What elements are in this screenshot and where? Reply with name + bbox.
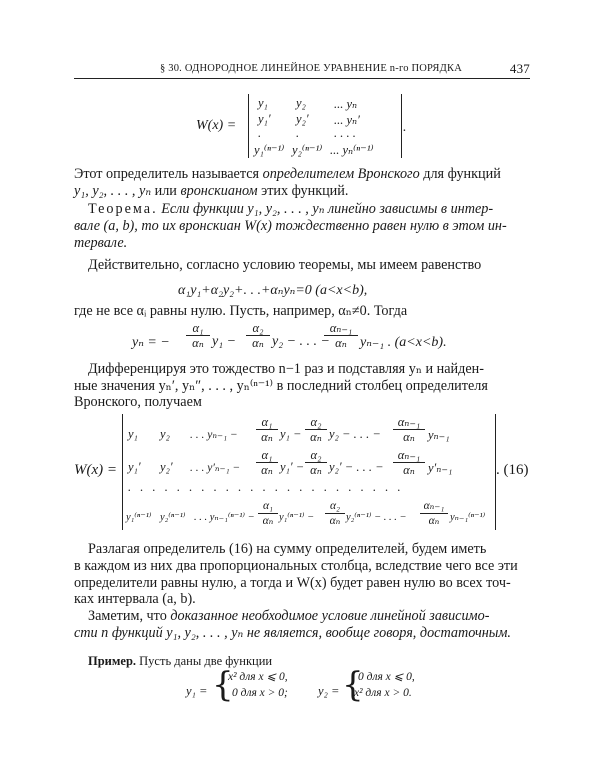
y2-case2: x² для x > 0. <box>354 687 412 699</box>
text: для функций <box>419 166 501 182</box>
eq2-term: yₙ₋₁ . (a<x<b). <box>360 335 447 350</box>
denominator: αₙ <box>261 463 273 477</box>
numerator: αₙ₋₁ <box>393 448 425 463</box>
text: Заметим, что <box>88 608 171 624</box>
y1-label: y₁ = <box>186 684 208 698</box>
numerator: α₁ <box>186 321 210 336</box>
numerator: α₂ <box>305 448 327 463</box>
det1-cell: y₂⁽ⁿ⁻¹⁾ <box>292 143 323 157</box>
text: или <box>151 183 181 199</box>
paragraph-expand-line3: определители равны нулю, а тогда и W(x) будет равен нулю во всех точ- <box>74 575 511 591</box>
denominator: αₙ <box>310 430 322 444</box>
theorem-line3: тервале. <box>74 235 128 251</box>
det2-cell: y₁′ <box>128 460 141 474</box>
det2-cell: y′ₙ₋₁ <box>428 461 453 475</box>
example-label: Пример. <box>88 654 137 668</box>
paragraph-diff-line3: Вронского, получаем <box>74 394 202 410</box>
det1-cell: y₁′ <box>258 112 271 126</box>
denominator: αₙ <box>252 336 264 350</box>
numerator: α₂ <box>325 499 345 514</box>
paragraph-diff-line1: Дифференцируя это тождество n−1 раз и подставляя yₙ и найден- <box>88 361 484 377</box>
fraction <box>258 499 278 528</box>
det2-cell: . . . yₙ₋₁ − <box>190 429 238 441</box>
numerator: α₁ <box>258 499 278 514</box>
denominator: αₙ <box>403 430 415 444</box>
det2-cell: y₂ <box>160 427 170 441</box>
denominator: αₙ <box>310 463 322 477</box>
fraction <box>246 321 270 350</box>
det1-cell: . <box>258 126 262 140</box>
det1-cell: y₁⁽ⁿ⁻¹⁾ <box>254 143 285 157</box>
det2-cell: y₁ <box>128 427 138 441</box>
fraction <box>186 321 210 350</box>
fraction <box>420 499 448 528</box>
det1-cell: ... yₙ <box>334 97 358 111</box>
paragraph-expand-line1: Разлагая определитель (16) на сумму определителей, будем иметь <box>88 541 487 557</box>
y1-case2: 0 для x > 0; <box>232 687 288 699</box>
theorem-line2: вале (a, b), то их вронскиан W(x) тождественно равен нулю в этом ин- <box>74 218 507 234</box>
running-header <box>74 62 530 79</box>
denominator: αₙ <box>403 463 415 477</box>
numerator: α₁ <box>256 415 278 430</box>
denominator: αₙ <box>192 336 204 350</box>
left-brace: { <box>212 665 234 705</box>
det2-lhs: W(x) = <box>74 462 118 478</box>
det2-cell: y₁⁽ⁿ⁻¹⁾ <box>126 512 152 523</box>
det2-dots: . . . . . . . . . . . . . . . . . . . . . . . <box>128 480 404 494</box>
fraction <box>393 415 425 444</box>
y2-case1: 0 для x ⩽ 0, <box>358 671 415 683</box>
det2-cell: y₁ − <box>280 427 302 441</box>
det1-cell: y₁ <box>258 96 268 110</box>
det2-cell: . . . yₙ₋₁⁽ⁿ⁻¹⁾ − <box>194 512 255 523</box>
numerator: α₁ <box>256 448 278 463</box>
det1-cell: ... yₙ′ <box>334 113 360 127</box>
denominator: αₙ <box>329 515 341 527</box>
paragraph-expand-line4: ках интервала (a, b). <box>74 591 196 607</box>
denominator: αₙ <box>428 515 440 527</box>
det2-cell: y₁′ − <box>280 460 305 474</box>
theorem-line1 <box>88 201 493 218</box>
proof-intro: Действительно, согласно условию теоремы, мы имеем равенство <box>88 257 482 273</box>
det1-cell: y₂ <box>296 96 306 110</box>
text: Этот определитель называется <box>74 166 263 182</box>
det1-end: . <box>403 120 407 135</box>
equation-linear-dependence: α₁y₁+α₂y₂+. . .+αₙyₙ=0 (a<x<b), <box>178 283 368 298</box>
fraction <box>324 321 358 350</box>
term-wronsky-determinant: определителем Вронского <box>262 166 420 182</box>
y1-case1: x² для x ⩽ 0, <box>228 671 288 683</box>
det2-cell: y₂′ − . . . − <box>329 460 384 474</box>
fraction <box>393 448 425 477</box>
fraction <box>305 415 327 444</box>
y2-label: y₂ = <box>318 684 340 698</box>
numerator: αₙ₋₁ <box>393 415 425 430</box>
numerator: αₙ₋₁ <box>324 321 358 336</box>
det2-cell: . . . y′ₙ₋₁ − <box>190 462 241 474</box>
numerator: α₂ <box>305 415 327 430</box>
eq2-lhs: yₙ = − <box>132 335 170 350</box>
left-brace: { <box>342 665 364 705</box>
det1-cell: . <box>296 126 300 140</box>
page-number: 437 <box>509 61 530 76</box>
fraction <box>325 499 345 528</box>
paragraph-alpha: где не все αᵢ равны нулю. Пусть, например, αₙ≠0. Тогда <box>74 303 408 319</box>
det2-cell: y₁⁽ⁿ⁻¹⁾ − <box>279 512 315 523</box>
paragraph-definition-line1 <box>74 166 501 183</box>
numerator: αₙ₋₁ <box>420 499 448 514</box>
term-wronskian: вронскианом <box>180 183 258 199</box>
theorem-label: Теорема. <box>88 201 158 217</box>
det1-lhs: W(x) = <box>196 118 237 133</box>
paragraph-remark-line1 <box>88 608 489 625</box>
paragraph-remark-line2: сти n функций y₁, y₂, . . . , yₙ не является, вообще говоря, достаточным. <box>74 625 511 641</box>
det1-cell: y₂′ <box>296 112 309 126</box>
denominator: αₙ <box>262 515 274 527</box>
functions: y₁, y₂, . . . , yₙ <box>74 183 152 199</box>
paragraph-diff-line2: ные значения yₙ′, yₙ″, . . . , yₙ⁽ⁿ⁻¹⁾ в последний столбец определителя <box>74 378 488 394</box>
det2-cell: yₙ₋₁⁽ⁿ⁻¹⁾ <box>450 512 486 523</box>
det1-cell: ... yₙ⁽ⁿ⁻¹⁾ <box>330 143 374 157</box>
det2-cell: y₂⁽ⁿ⁻¹⁾ − . . . − <box>346 512 407 523</box>
denominator: αₙ <box>335 336 347 350</box>
det2-cell: yₙ₋₁ <box>428 428 450 442</box>
det2-cell: y₂′ <box>160 460 173 474</box>
numerator: α₂ <box>246 321 270 336</box>
eq2-term: y₁ − <box>212 334 237 349</box>
det2-cell: y₂⁽ⁿ⁻¹⁾ <box>160 512 186 523</box>
fraction <box>256 415 278 444</box>
det1-cell: . . . . <box>334 126 356 140</box>
equation-number: . (16) <box>496 462 529 478</box>
paragraph-definition-line2 <box>74 183 348 200</box>
text: Если функции y₁, y₂, . . . , yₙ линейно зависимы в интер- <box>157 201 494 217</box>
text: этих функций. <box>257 183 349 199</box>
fraction <box>256 448 278 477</box>
text: Пусть даны две функции <box>136 654 273 668</box>
header-title: § 30. ОДНОРОДНОЕ ЛИНЕЙНОЕ УРАВНЕНИЕ n-го ПОРЯДКА <box>160 63 462 74</box>
denominator: αₙ <box>261 430 273 444</box>
eq2-term: y₂ − . . . − <box>272 334 330 349</box>
det2-cell: y₂ − . . . − <box>329 427 381 441</box>
fraction <box>305 448 327 477</box>
example-intro <box>88 654 272 669</box>
text: доказанное необходимое условие линейной зависимо- <box>170 608 490 624</box>
paragraph-expand-line2: в каждом из них два пропорциональных столбца, вследствие чего все эти <box>74 558 518 574</box>
